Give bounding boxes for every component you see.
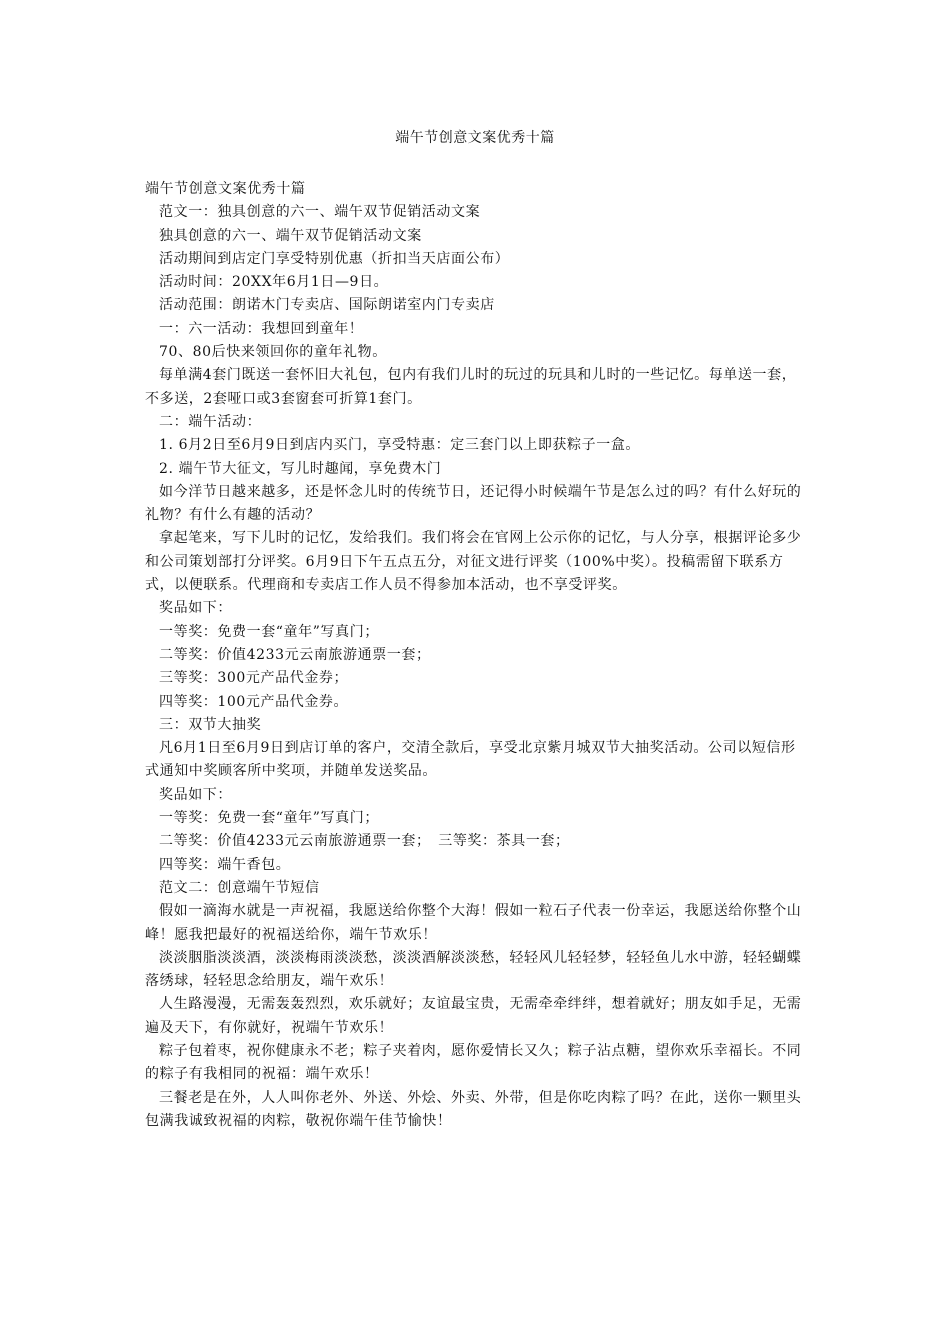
document-title: 端午节创意文案优秀十篇 [395, 130, 555, 146]
paragraph: 活动时间：20XX年6月1日—9日。 [159, 274, 389, 291]
paragraph: 拿起笔来，写下儿时的记忆，发给我们。我们将会在官网上公示你的记忆，与人分享，根据评论多少和公司策划部打分评奖。6月9日下午五点五分，对征文进行评奖（100%中奖）。投稿需留下联系方式，以便联系。代理商和专卖店工作人员不得参加本活动，也不享受评奖。 [145, 530, 802, 594]
paragraph: 淡淡胭脂淡淡酒，淡淡梅雨淡淡愁，淡淡酒解淡淡愁，轻轻风儿轻轻梦，轻轻鱼儿水中游，轻轻蝴蝶落绣球，轻轻思念给朋友，端午欢乐！ [145, 949, 802, 990]
paragraph: 假如一滴海水就是一声祝福，我愿送给你整个大海！假如一粒石子代表一份幸运，我愿送给你整个山峰！愿我把最好的祝福送给你，端午节欢乐！ [145, 903, 802, 943]
paragraph: 范文一：独具创意的六一、端午双节促销活动文案 [159, 204, 481, 221]
paragraph: 凡6月1日至6月9日到店订单的客户，交清全款后，享受北京紫月城双节大抽奖活动。公司以短信形式通知中奖顾客所中奖项，并随单发送奖品。 [145, 740, 796, 780]
paragraph: 1. 6月2日至6月9日到店内买门，享受特惠：定三套门以上即获粽子一盒。 [159, 437, 641, 454]
paragraph: 2. 端午节大征文，写儿时趣闻，享免费木门 [159, 460, 442, 477]
paragraph: 二：端午活动： [159, 413, 262, 430]
paragraph: 独具创意的六一、端午双节促销活动文案 [159, 227, 422, 244]
paragraph: 一等奖：免费一套“童年”写真门； [159, 810, 379, 827]
paragraph: 四等奖：端午香包。 [159, 856, 291, 873]
paragraph: 活动范围：朗诺木门专卖店、国际朗诺室内门专卖店 [159, 297, 495, 314]
paragraph: 奖品如下： [159, 786, 232, 803]
paragraph: 活动期间到店定门享受特别优惠（折扣当天店面公布） [159, 250, 510, 267]
paragraph: 二等奖：价值4233元云南旅游通票一套； [159, 646, 431, 663]
paragraph: 二等奖：价值4233元云南旅游通票一套； 三等奖：茶具一套； [159, 833, 570, 850]
paragraph: 一等奖：免费一套“童年”写真门； [159, 623, 379, 640]
paragraph: 一：六一活动：我想回到童年！ [159, 320, 364, 337]
paragraph: 四等奖：100元产品代金券。 [159, 693, 349, 710]
paragraph: 每单满4套门既送一套怀旧大礼包，包内有我们儿时的玩过的玩具和儿时的一些记忆。每单送一套，不多送，2套哑口或3套窗套可折算1套门。 [145, 367, 797, 407]
paragraph: 三：双节大抽奖 [159, 716, 262, 733]
paragraph: 70、80后快来领回你的童年礼物。 [159, 344, 387, 361]
paragraph: 人生路漫漫，无需轰轰烈烈，欢乐就好；友谊最宝贵，无需牵牵绊绊，想着就好；朋友如手足，无需遍及天下，有你就好，祝端午节欢乐！ [145, 996, 802, 1036]
paragraph: 范文二：创意端午节短信 [159, 879, 320, 896]
paragraph: 三等奖：300元产品代金券； [159, 670, 349, 687]
paragraph: 奖品如下： [159, 600, 232, 617]
paragraph: 粽子包着枣，祝你健康永不老；粽子夹着肉，愿你爱情长又久；粽子沾点糖，望你欢乐幸福长。不同的粽子有我相同的祝福：端午欢乐！ [145, 1042, 802, 1083]
paragraph: 三餐老是在外，人人叫你老外、外送、外烩、外卖、外带，但是你吃肉粽了吗？在此，送你一颗里头包满我诚致祝福的肉粽，敬祝你端午佳节愉快！ [145, 1089, 802, 1129]
body-heading: 端午节创意文案优秀十篇 [145, 181, 306, 197]
document-body [145, 178, 805, 1133]
paragraph: 如今洋节日越来越多，还是怀念儿时的传统节日，还记得小时候端午节是怎么过的吗？有什么好玩的礼物？有什么有趣的活动？ [145, 483, 802, 524]
